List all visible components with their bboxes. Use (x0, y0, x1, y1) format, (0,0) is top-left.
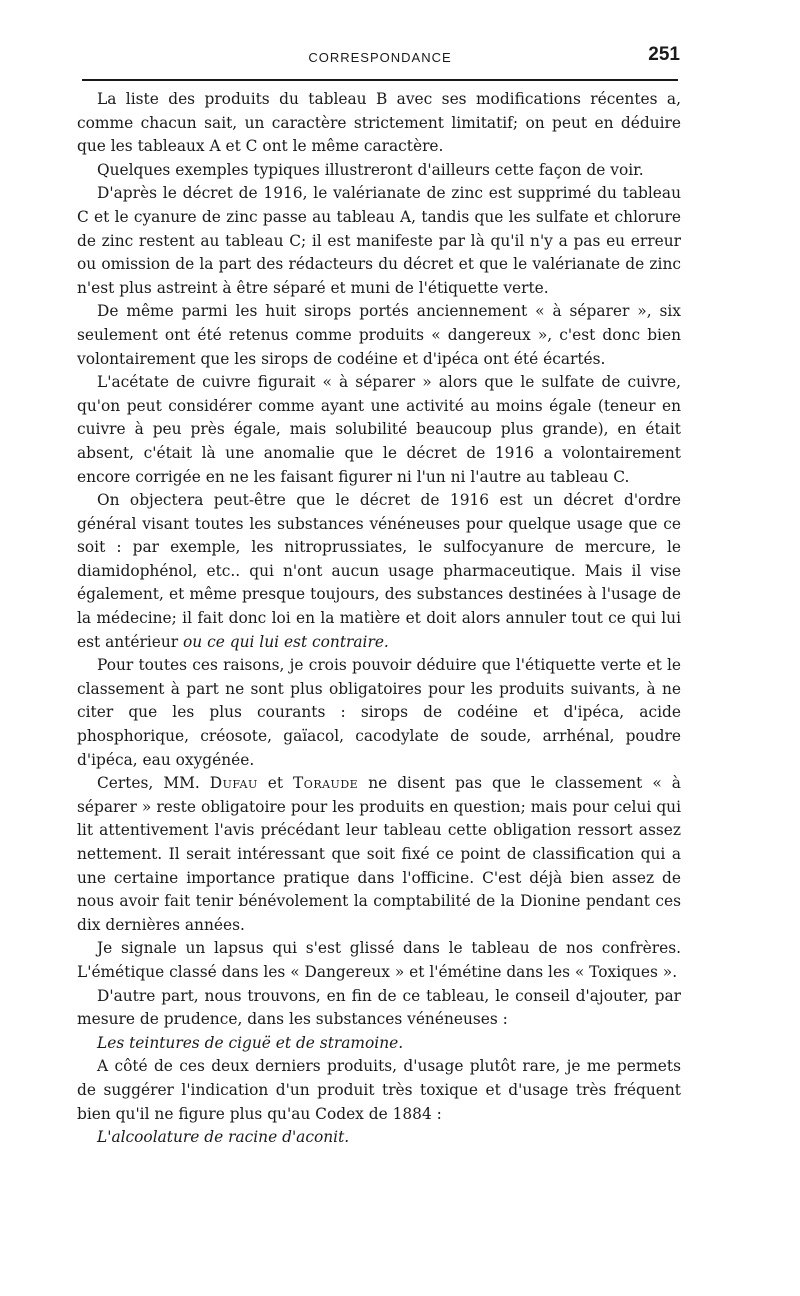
paragraph-9: Je signale un lapsus qui s'est glissé dans le tableau de nos confrères. L'émétique classé dans les « Dangereux » et l'émétine dans les « Toxiques ». (77, 939, 681, 981)
paragraph-4: De même parmi les huit sirops portés anciennement « à séparer », six seulement ont été retenus comme produits « dangereux », c'est donc bien volontairement que les sirops de codéine et d'ipéca ont été écartés. (77, 302, 681, 368)
body-text (77, 88, 681, 1150)
header-rule (82, 79, 678, 81)
paragraph-5: L'acétate de cuivre figurait « à séparer » alors que le sulfate de cuivre, qu'on peut considérer comme ayant une activité au moins égale (teneur en cuivre à peu près égale, mais solubilité beaucoup plus grande), en était absent, c'était là une anomalie que le décret de 1916 a volontairement encore corrigée en ne les faisant figurer ni l'un ni l'autre au tableau C. (77, 373, 681, 486)
paragraph-2: Quelques exemples typiques illustreront d'ailleurs cette façon de voir. (97, 160, 644, 179)
paragraph-7: Pour toutes ces raisons, je crois pouvoir déduire que l'étiquette verte et le classement à part ne sont plus obligatoires pour les produits suivants, à ne citer que les plus courants : sirops de codéine et d'ipéca, acide phosphorique, créosote, gaïacol, cacodylate de soude, arrhénal, poudre d'ipéca, eau oxygénée. (77, 656, 681, 769)
author-name-dufau: Dufau (209, 774, 258, 793)
running-head: CORRESPONDANCE (308, 50, 452, 65)
quote-teintures: Les teintures de ciguë et de stramoine. (97, 1033, 404, 1052)
paragraph-10: D'autre part, nous trouvons, en fin de ce tableau, le conseil d'ajouter, par mesure de prudence, dans les substances vénéneuses : (77, 986, 681, 1029)
page-number: 251 (648, 44, 680, 65)
paragraph-8-rest: ne disent pas que le classement « à séparer » reste obligatoire pour les produits en question; mais pour celui qui lit attentivement l'avis précédant leur tableau cette obligation ressort assez nettement. Il serait intéressant que soit fixé ce point de classification qui a une certaine importance pratique dans l'officine. C'est déjà bien assez de nous avoir fait tenir bénévolement la comptabilité de la Dionine pendant ces dix dernières années. (77, 774, 681, 934)
paragraph-8-start: Certes, MM. (97, 774, 200, 793)
quote-alcoolature: L'alcoolature de racine d'aconit. (97, 1128, 350, 1147)
paragraph-6-italic: ou ce qui lui est contraire. (183, 632, 389, 651)
paragraph-11: A côté de ces deux derniers produits, d'usage plutôt rare, je me permets de suggérer l'indication d'un produit très toxique et d'usage très fréquent bien qu'il ne figure plus qu'au Codex de 1884 : (77, 1057, 681, 1123)
author-name-toraude: Toraude (293, 774, 359, 793)
paragraph-3: D'après le décret de 1916, le valérianate de zinc est supprimé du tableau C et le cyanure de zinc passe au tableau A, tandis que les sulfate et chlorure de zinc restent au tableau C; il est manifeste par là qu'il n'y a pas eu erreur ou omission de la part des rédacteurs du décret et que le valérianate de zinc n'est plus astreint à être séparé et muni de l'étiquette verte. (77, 184, 681, 297)
paragraph-1: La liste des produits du tableau B avec ses modifications récentes a, comme chacun sait, un caractère strictement limitatif; on peut en déduire que les tableaux A et C ont le même caractère. (77, 90, 681, 156)
paragraph-8 (77, 772, 681, 937)
paragraph-8-and: et (267, 774, 284, 793)
paragraph-6-text: On objectera peut-être que le décret de 1916 est un décret d'ordre général visant toutes les substances vénéneuses pour quelque usage que ce soit : par exemple, les nitroprussiates, le sulfocyanure de mercure, le diamidophénol, etc.. qui n'ont aucun usage pharmaceutique. Mais il vise également, et même presque toujours, des substances destinées à l'usage de la médecine; il fait donc loi en la matière et doit alors annuler tout ce qui lui est antérieur (77, 491, 681, 651)
page-header (80, 44, 680, 74)
paragraph-6 (77, 489, 681, 654)
